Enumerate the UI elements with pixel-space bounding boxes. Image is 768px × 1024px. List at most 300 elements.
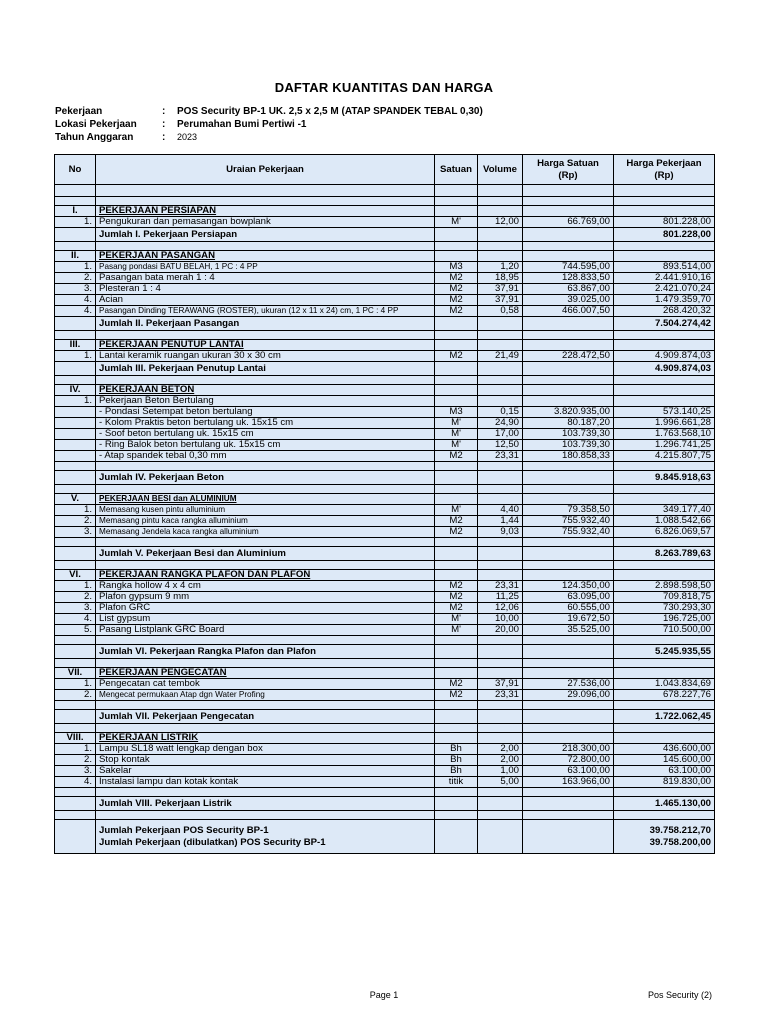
item-unit: M2: [435, 295, 478, 306]
blank-cell: [435, 570, 478, 581]
blank-cell: [435, 317, 478, 331]
table-row: [55, 505, 715, 516]
item-work-price: 1.043.834,69: [614, 679, 715, 690]
blank-cell: [614, 462, 715, 471]
blank-cell: [523, 811, 614, 820]
table-row: [55, 429, 715, 440]
item-description: Mengecat permukaan Atap dgn Water Profing: [96, 690, 435, 701]
blank-cell: [523, 538, 614, 547]
item-work-price: 1.088.542,66: [614, 516, 715, 527]
item-number: 4.: [55, 614, 96, 625]
blank-row: [55, 659, 715, 668]
subtotal-row: [55, 317, 715, 331]
item-number: 1.: [55, 679, 96, 690]
blank-cell: [55, 376, 96, 385]
blank-cell: [523, 471, 614, 485]
section-number: II.: [55, 251, 96, 262]
blank-cell: [478, 570, 523, 581]
item-number: 2.: [55, 592, 96, 603]
grand-total-no-cell: [55, 820, 96, 854]
blank-cell: [435, 242, 478, 251]
blank-cell: [478, 485, 523, 494]
table-row: [55, 295, 715, 306]
blank-cell: [478, 494, 523, 505]
blank-cell: [96, 724, 435, 733]
blank-cell: [55, 538, 96, 547]
item-work-price: 6.826.069,57: [614, 527, 715, 538]
blank-cell: [478, 197, 523, 206]
item-description: Memasang pintu kaca rangka alluminium: [96, 516, 435, 527]
blank-cell: [523, 197, 614, 206]
item-work-price: 268.420,32: [614, 306, 715, 317]
item-number: 2.: [55, 273, 96, 284]
blank-cell: [614, 659, 715, 668]
blank-cell: [435, 733, 478, 744]
item-unit-price: 180.858,33: [523, 451, 614, 462]
item-work-price: 1.296.741,25: [614, 440, 715, 451]
item-number: 1.: [55, 581, 96, 592]
subtotal-value: 9.845.918,63: [614, 471, 715, 485]
item-volume: 11,25: [478, 592, 523, 603]
section-title: PEKERJAAN PERSIAPAN: [96, 206, 435, 217]
item-description: Plesteran 1 : 4: [96, 284, 435, 295]
item-volume: 37,91: [478, 295, 523, 306]
item-volume: 10,00: [478, 614, 523, 625]
blank-cell: [435, 547, 478, 561]
info-value: Perumahan Bumi Pertiwi -1: [177, 119, 307, 130]
item-unit: M2: [435, 690, 478, 701]
blank-row: [55, 811, 715, 820]
item-work-price: 2.441.910,16: [614, 273, 715, 284]
item-unit-price: 72.800,00: [523, 755, 614, 766]
item-work-price: 819.830,00: [614, 777, 715, 788]
blank-cell: [55, 485, 96, 494]
item-work-price: 2.421.070,24: [614, 284, 715, 295]
item-unit-price: 63.095,00: [523, 592, 614, 603]
table-row: [55, 217, 715, 228]
section-number: III.: [55, 340, 96, 351]
subtotal-row: [55, 471, 715, 485]
blank-cell: [478, 788, 523, 797]
item-number: 4.: [55, 295, 96, 306]
item-number: 1.: [55, 396, 96, 407]
item-work-price: 1.996.661,28: [614, 418, 715, 429]
section-row: [55, 385, 715, 396]
table-row: [55, 690, 715, 701]
item-volume: 0,58: [478, 306, 523, 317]
blank-cell: [96, 636, 435, 645]
section-row: [55, 494, 715, 505]
blank-cell: [96, 659, 435, 668]
item-unit: M': [435, 614, 478, 625]
blank-cell: [55, 185, 96, 197]
item-volume: 9,03: [478, 527, 523, 538]
item-work-price: 4.909.874,03: [614, 351, 715, 362]
blank-cell: [435, 797, 478, 811]
blank-cell: [614, 733, 715, 744]
blank-cell: [523, 251, 614, 262]
subtotal-label: Jumlah III. Pekerjaan Penutup Lantai: [96, 362, 435, 376]
item-description: Memasang kusen pintu alluminium: [96, 505, 435, 516]
subtotal-value: 801.228,00: [614, 228, 715, 242]
blank-cell: [523, 317, 614, 331]
subtotal-value: 1.465.130,00: [614, 797, 715, 811]
item-number: [55, 407, 96, 418]
table-row: [55, 396, 715, 407]
grand-total-unit-cell: [435, 820, 478, 854]
item-number: 1.: [55, 217, 96, 228]
blank-cell: [614, 788, 715, 797]
blank-cell: [478, 659, 523, 668]
blank-cell: [96, 701, 435, 710]
item-number: [55, 440, 96, 451]
table-row: [55, 777, 715, 788]
item-unit: M': [435, 505, 478, 516]
blank-cell: [478, 206, 523, 217]
blank-cell: [523, 724, 614, 733]
blank-cell: [523, 710, 614, 724]
blank-cell: [478, 636, 523, 645]
blank-cell: [96, 197, 435, 206]
item-number: 4.: [55, 306, 96, 317]
item-number: 5.: [55, 625, 96, 636]
table-row: [55, 603, 715, 614]
item-work-price: 145.600,00: [614, 755, 715, 766]
blank-cell: [96, 242, 435, 251]
item-description: List gypsum: [96, 614, 435, 625]
blank-cell: [614, 206, 715, 217]
item-volume: 4,40: [478, 505, 523, 516]
blank-row: [55, 724, 715, 733]
item-unit-price: [523, 396, 614, 407]
info-colon: :: [162, 132, 166, 143]
blank-cell: [435, 636, 478, 645]
header-unit-price-line2: (Rp): [558, 169, 578, 181]
blank-cell: [478, 340, 523, 351]
item-unit-price: 3.820.935,00: [523, 407, 614, 418]
blank-cell: [96, 561, 435, 570]
table-row: [55, 766, 715, 777]
item-description: - Atap spandek tebal 0,30 mm: [96, 451, 435, 462]
blank-cell: [478, 710, 523, 724]
item-unit-price: 124.350,00: [523, 581, 614, 592]
item-unit-price: 29.096,00: [523, 690, 614, 701]
blank-cell: [523, 797, 614, 811]
section-number: VI.: [55, 570, 96, 581]
blank-cell: [435, 228, 478, 242]
item-unit-price: 755.932,40: [523, 516, 614, 527]
table-row: [55, 273, 715, 284]
item-work-price: 710.500,00: [614, 625, 715, 636]
item-volume: 12,50: [478, 440, 523, 451]
blank-cell: [523, 485, 614, 494]
item-unit: M2: [435, 273, 478, 284]
item-unit-price: 228.472,50: [523, 351, 614, 362]
blank-cell: [614, 242, 715, 251]
blank-cell: [435, 471, 478, 485]
blank-cell: [478, 701, 523, 710]
section-row: [55, 340, 715, 351]
subtotal-label: Jumlah VI. Pekerjaan Rangka Plafon dan Plafon: [96, 645, 435, 659]
section-number: VII.: [55, 668, 96, 679]
item-unit-price: 466.007,50: [523, 306, 614, 317]
blank-cell: [614, 376, 715, 385]
item-volume: 2,00: [478, 744, 523, 755]
subtotal-label: Jumlah VII. Pekerjaan Pengecatan: [96, 710, 435, 724]
sheet-name: Pos Security (2): [647, 990, 712, 1000]
blank-row: [55, 242, 715, 251]
blank-cell: [96, 376, 435, 385]
item-description: Pengecatan cat tembok: [96, 679, 435, 690]
item-unit-price: 35.525,00: [523, 625, 614, 636]
table-row: [55, 451, 715, 462]
blank-row: [55, 485, 715, 494]
blank-cell: [478, 331, 523, 340]
item-volume: 18,95: [478, 273, 523, 284]
blank-cell: [55, 797, 96, 811]
section-row: [55, 206, 715, 217]
item-number: 1.: [55, 351, 96, 362]
header-work-price-line1: Harga Pekerjaan: [626, 157, 702, 169]
blank-row: [55, 636, 715, 645]
item-description: - Soof beton bertulang uk. 15x15 cm: [96, 429, 435, 440]
table-row: [55, 592, 715, 603]
grand-total-values: [614, 820, 715, 854]
blank-cell: [55, 331, 96, 340]
info-label: Pekerjaan: [55, 106, 103, 117]
section-number: V.: [55, 494, 96, 505]
blank-cell: [435, 362, 478, 376]
blank-cell: [55, 471, 96, 485]
info-colon: :: [162, 119, 166, 130]
header-unit-price: [523, 155, 614, 185]
subtotal-row: [55, 797, 715, 811]
blank-cell: [614, 701, 715, 710]
item-volume: 2,00: [478, 755, 523, 766]
blank-cell: [614, 538, 715, 547]
blank-cell: [55, 788, 96, 797]
blank-cell: [614, 570, 715, 581]
section-title: PEKERJAAN RANGKA PLAFON DAN PLAFON: [96, 570, 435, 581]
item-unit: M3: [435, 407, 478, 418]
grand-total-volume-cell: [478, 820, 523, 854]
blank-cell: [435, 561, 478, 570]
blank-cell: [523, 636, 614, 645]
blank-cell: [435, 538, 478, 547]
blank-cell: [523, 331, 614, 340]
blank-cell: [435, 811, 478, 820]
item-work-price: 2.898.598,50: [614, 581, 715, 592]
subtotal-label: Jumlah IV. Pekerjaan Beton: [96, 471, 435, 485]
blank-cell: [55, 645, 96, 659]
blank-cell: [614, 340, 715, 351]
header-unit-price-line1: Harga Satuan: [537, 157, 599, 169]
blank-cell: [614, 811, 715, 820]
blank-cell: [55, 547, 96, 561]
item-description: Plafon gypsum 9 mm: [96, 592, 435, 603]
grand-total-value1: 39.758.212,70: [649, 824, 711, 836]
header-unit: Satuan: [435, 155, 478, 185]
blank-cell: [523, 340, 614, 351]
blank-row: [55, 197, 715, 206]
blank-row: [55, 462, 715, 471]
item-description: Lampu SL18 watt lengkap dengan box: [96, 744, 435, 755]
item-number: 2.: [55, 516, 96, 527]
item-work-price: 196.725,00: [614, 614, 715, 625]
blank-cell: [523, 185, 614, 197]
item-work-price: 1.763.568,10: [614, 429, 715, 440]
item-work-price: 893.514,00: [614, 262, 715, 273]
item-volume: 37,91: [478, 284, 523, 295]
blank-row: [55, 701, 715, 710]
section-number: I.: [55, 206, 96, 217]
blank-cell: [96, 538, 435, 547]
item-unit-price: 27.536,00: [523, 679, 614, 690]
blank-cell: [96, 485, 435, 494]
subtotal-row: [55, 362, 715, 376]
item-unit: M': [435, 429, 478, 440]
item-volume: 20,00: [478, 625, 523, 636]
table-row: [55, 407, 715, 418]
blank-cell: [96, 462, 435, 471]
item-volume: [478, 396, 523, 407]
item-number: [55, 451, 96, 462]
item-unit-price: 128.833,50: [523, 273, 614, 284]
item-unit: M2: [435, 527, 478, 538]
subtotal-value: 8.263.789,63: [614, 547, 715, 561]
blank-cell: [435, 724, 478, 733]
info-colon: :: [162, 106, 166, 117]
item-work-price: 678.227,76: [614, 690, 715, 701]
item-description: Instalasi lampu dan kotak kontak: [96, 777, 435, 788]
item-work-price: 573.140,25: [614, 407, 715, 418]
item-number: [55, 418, 96, 429]
blank-cell: [478, 251, 523, 262]
item-description: Pasangan Dinding TERAWANG (ROSTER), ukuran (12 x 11 x 24) cm, 1 PC : 4 PP: [96, 306, 435, 317]
item-description: Pasangan bata merah 1 : 4: [96, 273, 435, 284]
subtotal-label: Jumlah I. Pekerjaan Persiapan: [96, 228, 435, 242]
item-number: 3.: [55, 527, 96, 538]
item-unit: Bh: [435, 766, 478, 777]
item-unit: Bh: [435, 755, 478, 766]
blank-cell: [478, 185, 523, 197]
blank-cell: [435, 645, 478, 659]
section-row: [55, 733, 715, 744]
blank-cell: [614, 251, 715, 262]
item-unit-price: 755.932,40: [523, 527, 614, 538]
table-row: [55, 744, 715, 755]
blank-cell: [523, 561, 614, 570]
item-unit-price: 79.358,50: [523, 505, 614, 516]
item-description: - Ring Balok beton bertulang uk. 15x15 cm: [96, 440, 435, 451]
item-number: 3.: [55, 603, 96, 614]
blank-cell: [478, 811, 523, 820]
blank-cell: [435, 251, 478, 262]
item-description: - Pondasi Setempat beton bertulang: [96, 407, 435, 418]
item-work-price: [614, 396, 715, 407]
grand-total-value2: 39.758.200,00: [649, 836, 711, 848]
table-row: [55, 306, 715, 317]
blank-cell: [55, 197, 96, 206]
blank-cell: [478, 733, 523, 744]
item-work-price: 709.818,75: [614, 592, 715, 603]
blank-cell: [478, 242, 523, 251]
item-unit-price: 103.739,30: [523, 429, 614, 440]
header-volume: Volume: [478, 155, 523, 185]
item-unit: M2: [435, 306, 478, 317]
item-unit: M': [435, 440, 478, 451]
header-work-price-line2: (Rp): [654, 169, 674, 181]
item-description: Sakelar: [96, 766, 435, 777]
table-header-row: [55, 155, 715, 185]
blank-cell: [614, 485, 715, 494]
blank-cell: [523, 668, 614, 679]
blank-cell: [96, 788, 435, 797]
section-title: PEKERJAAN BETON: [96, 385, 435, 396]
blank-cell: [523, 362, 614, 376]
item-number: 3.: [55, 766, 96, 777]
blank-cell: [435, 710, 478, 724]
table-row: [55, 614, 715, 625]
blank-cell: [55, 724, 96, 733]
subtotal-value: 7.504.274,42: [614, 317, 715, 331]
blank-row: [55, 376, 715, 385]
section-row: [55, 570, 715, 581]
section-number: VIII.: [55, 733, 96, 744]
item-unit: M': [435, 418, 478, 429]
item-work-price: 349.177,40: [614, 505, 715, 516]
item-work-price: 436.600,00: [614, 744, 715, 755]
item-unit: M2: [435, 451, 478, 462]
table-row: [55, 440, 715, 451]
table-row: [55, 527, 715, 538]
item-unit: M3: [435, 262, 478, 273]
blank-row: [55, 561, 715, 570]
grand-total-line1: Jumlah Pekerjaan POS Security BP-1: [99, 824, 269, 836]
blank-cell: [55, 242, 96, 251]
item-number: 2.: [55, 755, 96, 766]
item-number: 1.: [55, 262, 96, 273]
header-description: Uraian Pekerjaan: [96, 155, 435, 185]
table-row: [55, 284, 715, 295]
blank-cell: [435, 197, 478, 206]
blank-cell: [435, 206, 478, 217]
section-title: PEKERJAAN LISTRIK: [96, 733, 435, 744]
blank-cell: [55, 636, 96, 645]
item-unit: Bh: [435, 744, 478, 755]
item-unit-price: 80.187,20: [523, 418, 614, 429]
blank-cell: [614, 561, 715, 570]
table-row: [55, 418, 715, 429]
subtotal-value: 1.722.062,45: [614, 710, 715, 724]
blank-cell: [523, 547, 614, 561]
item-volume: 5,00: [478, 777, 523, 788]
table-row: [55, 625, 715, 636]
blank-cell: [478, 547, 523, 561]
info-value: POS Security BP-1 UK. 2,5 x 2,5 M (ATAP SPANDEK TEBAL 0,30): [177, 106, 483, 117]
table-row: [55, 351, 715, 362]
blank-cell: [435, 385, 478, 396]
item-unit-price: 60.555,00: [523, 603, 614, 614]
table-row: [55, 581, 715, 592]
section-title: PEKERJAAN PENUTUP LANTAI: [96, 340, 435, 351]
item-unit-price: 39.025,00: [523, 295, 614, 306]
table-row: [55, 679, 715, 690]
blank-cell: [435, 376, 478, 385]
blank-row: [55, 788, 715, 797]
item-description: Pasang Listplank GRC Board: [96, 625, 435, 636]
blank-cell: [55, 659, 96, 668]
